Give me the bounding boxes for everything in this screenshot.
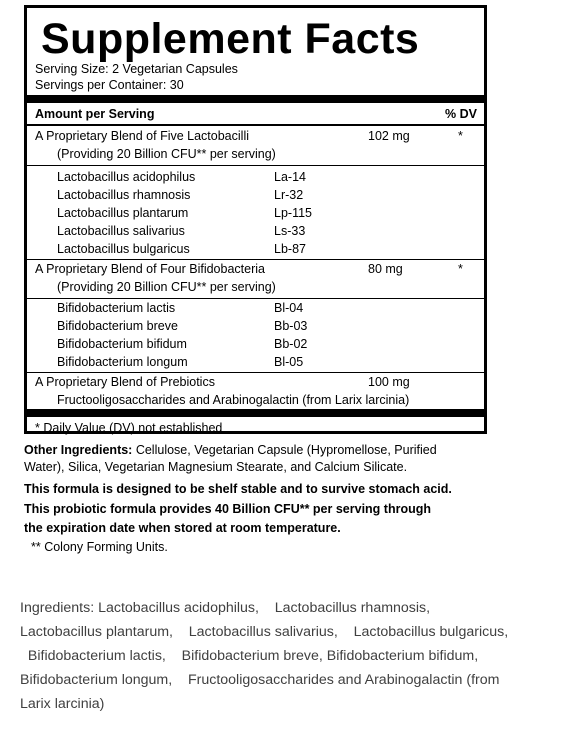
strain-code: Ls-33 [274,224,306,238]
servings-per-container: Servings per Container: 30 [35,78,184,92]
other-ingredients-line2: Water), Silica, Vegetarian Magnesium Stearate, and Calcium Silicate. [24,460,408,474]
blend-dv: * [458,129,463,143]
blend-name: A Proprietary Blend of Five Lactobacilli [35,129,249,143]
blend-amount: 102 mg [368,129,410,143]
strain-code: Lp-115 [274,206,312,220]
row-divider [27,372,484,373]
blend-name: A Proprietary Blend of Prebiotics [35,375,215,389]
row-divider [27,165,484,166]
strain-name: Bifidobacterium bifidum [57,337,187,351]
serving-size: Serving Size: 2 Vegetarian Capsules [35,62,238,76]
strain-name: Bifidobacterium breve [57,319,178,333]
other-ingredients-line1: Cellulose, Vegetarian Capsule (Hypromellose, Purified [135,443,437,457]
strain-name: Lactobacillus plantarum [57,206,189,220]
other-ingredients-label: Other Ingredients: [24,443,133,457]
strain-code: Bb-03 [274,319,308,333]
blend-amount: 80 mg [368,262,403,276]
blend-subtext: Fructooligosaccharides and Arabinogalactin (from Larix larcinia) [57,393,410,407]
panel-title: Supplement Facts [41,15,420,63]
ingredients-line: Larix larcinia) [20,696,105,712]
thick-divider [27,95,484,103]
shelf-stable-statement: This formula is designed to be shelf stable and to survive stomach acid. [24,482,452,496]
row-divider [27,259,484,260]
cfu-footnote: ** Colony Forming Units. [31,540,168,554]
cfu-statement-line1: This probiotic formula provides 40 Billion CFU** per serving through [24,502,431,516]
amount-per-serving-header: Amount per Serving [35,107,155,121]
header-divider [27,124,484,126]
ingredients-line: Bifidobacterium longum, Fructooligosaccharides and Arabinogalactin (from [20,672,500,688]
row-divider [27,298,484,299]
thick-divider [27,409,484,417]
strain-code: Lr-32 [274,188,304,202]
strain-name: Bifidobacterium longum [57,355,188,369]
ingredients-line: Bifidobacterium lactis, Bifidobacterium breve, Bifidobacterium bifidum, [20,648,479,664]
strain-name: Lactobacillus rhamnosis [57,188,191,202]
blend-dv: * [458,262,463,276]
strain-name: Lactobacillus acidophilus [57,170,196,184]
supplement-facts-panel [24,5,487,434]
strain-name: Bifidobacterium lactis [57,301,176,315]
ingredients-line: Ingredients: Lactobacillus acidophilus, Lactobacillus rhamnosis, [20,600,431,616]
ingredients-paragraph [20,596,560,716]
ingredients-line: Lactobacillus plantarum, Lactobacillus salivarius, Lactobacillus bulgaricus, [20,624,509,640]
blend-subtext: (Providing 20 Billion CFU** per serving) [57,147,276,161]
daily-value-header: % DV [445,107,477,121]
strain-name: Lactobacillus bulgaricus [57,242,190,256]
strain-code: Bl-04 [274,301,304,315]
cfu-statement-line2: the expiration date when stored at room temperature. [24,521,341,535]
strain-code: La-14 [274,170,306,184]
daily-value-footnote: * Daily Value (DV) not established [35,421,223,435]
strain-code: Bl-05 [274,355,304,369]
strain-code: Bb-02 [274,337,308,351]
blend-amount: 100 mg [368,375,410,389]
strain-name: Lactobacillus salivarius [57,224,185,238]
strain-code: Lb-87 [274,242,306,256]
blend-subtext: (Providing 20 Billion CFU** per serving) [57,280,276,294]
blend-name: A Proprietary Blend of Four Bifidobacteria [35,262,265,276]
